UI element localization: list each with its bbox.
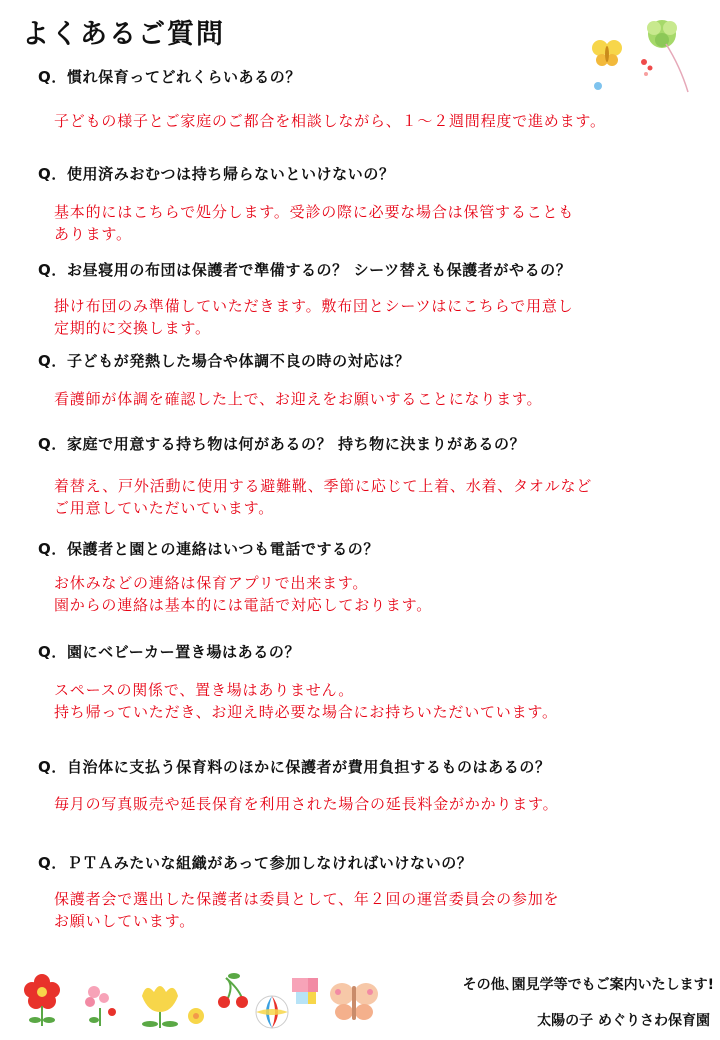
faq-answer: 看護師が体調を確認した上で、お迎えをお願いすることになります。 [54, 390, 543, 408]
faq-answer: お休みなどの連絡は保育アプリで出来ます。 園からの連絡は基本的には電話で対応しております。 [54, 574, 433, 614]
yellow-tulip-icon [142, 986, 178, 1028]
faq-question: Q．ＰＴＡみたいな組織があって参加しなければいけないの？ [38, 854, 473, 872]
flower-decoration-bottom [20, 968, 400, 1034]
faq-answer: 毎月の写真販売や延長保育を利用された場合の延長料金がかかります。 [54, 795, 559, 813]
faq-question: Q．園にベビーカー置き場はあるの？ [38, 643, 301, 661]
faq-question: Q．子どもが発熱した場合や体調不良の時の対応は？ [38, 352, 411, 370]
faq-answer: スペースの関係で、置き場はありません。 持ち帰っていただき、お迎え時必要な場合にお持ちいただいています。 [54, 681, 558, 721]
faq-question: Q．お昼寝用の布団は保護者で準備するの？ シーツ替えも保護者がやるの？ [38, 261, 572, 279]
toy-blocks-icon [292, 978, 318, 1004]
red-flower-icon [24, 974, 60, 1026]
faq-answer: 掛け布団のみ準備していただきます。敷布団とシーツはにこちらで用意し 定期的に交換します。 [54, 297, 574, 337]
faq-question: Q．家庭で用意する持ち物は何があるの？ 持ち物に決まりがあるの？ [38, 435, 526, 453]
pink-flower-icon [85, 986, 116, 1026]
footer-school-name: 太陽の子 めぐりさわ保育園 [537, 1013, 710, 1029]
butterfly-icon [330, 983, 378, 1020]
faq-question: Q．慣れ保育ってどれくらいあるの？ [38, 68, 301, 86]
flower-decoration-top [584, 14, 704, 94]
faq-question: Q．自治体に支払う保育料のほかに保護者が費用負担するものはあるの？ [38, 758, 551, 776]
faq-answer: 保護者会で選出した保護者は委員として、年２回の運営委員会の参加を お願いしています。 [54, 890, 560, 930]
faq-answer: 子どもの様子とご家庭のご都合を相談しながら、１～２週間程度で進めます。 [54, 112, 606, 130]
faq-answer: 基本的にはこちらで処分します。受診の際に必要な場合は保管することも あります。 [54, 203, 575, 243]
faq-answer: 着替え、戸外活動に使用する避難靴、季節に応じて上着、水着、タオルなど ご用意していただいています。 [54, 477, 593, 517]
faq-question: Q．保護者と園との連絡はいつも電話でするの？ [38, 540, 379, 558]
footer-note: その他､園見学等でもご案内いたします! [462, 977, 714, 993]
cherry-icon [218, 973, 248, 1008]
faq-question: Q．使用済みおむつは持ち帰らないといけないの？ [38, 165, 395, 183]
ball-icon [256, 996, 288, 1028]
page-title: よくあるご質問 [22, 19, 225, 50]
